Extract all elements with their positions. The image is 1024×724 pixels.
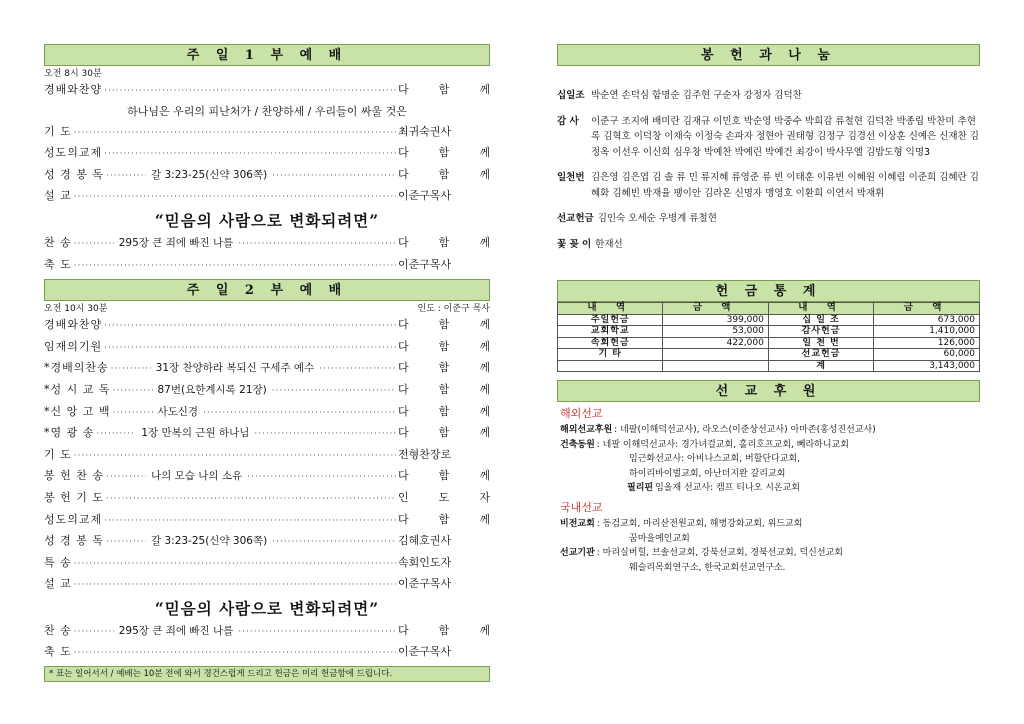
leader-dots xyxy=(74,644,396,664)
leader-dots xyxy=(74,124,396,144)
order-item-label: 찬 송 xyxy=(44,235,72,249)
finance-item: 십 일 조 xyxy=(768,314,873,326)
overseas-mission-list xyxy=(557,423,980,496)
mission-line-text: : 동검교회, 마리산전원교회, 해병강화교회, 위드교회 xyxy=(596,518,803,529)
domestic-mission-list xyxy=(557,517,980,575)
mission-line-text: : 마리실버힐, 브솔선교회, 강북선교회, 경북선교회, 덕신선교회 xyxy=(596,548,843,559)
finance-table-header xyxy=(558,303,980,315)
finance-column-header: 금 액 xyxy=(874,303,980,315)
offering-column xyxy=(557,44,980,575)
order-item-person: 김혜호권사 xyxy=(398,534,452,548)
finance-item: 교회학교 xyxy=(558,326,663,338)
order-item-detail: 87번(요한계시록 21장) xyxy=(157,383,267,396)
finance-column-header: 내 역 xyxy=(768,303,873,315)
order-item xyxy=(44,402,490,424)
order-item xyxy=(44,488,490,510)
order-item xyxy=(44,80,490,102)
table-row xyxy=(558,360,980,372)
table-row xyxy=(558,337,980,349)
leader-dots xyxy=(111,360,151,380)
leader-dots xyxy=(203,404,396,424)
offering-group xyxy=(557,211,980,227)
order-item-person: 최귀숙권사 xyxy=(398,124,452,138)
order-item-label: 설 교 xyxy=(44,189,72,203)
order-item-label: 찬 송 xyxy=(44,623,72,637)
service1-order-list-a xyxy=(44,80,490,102)
order-item-label: 성 경 봉 독 xyxy=(44,534,104,548)
order-item-label: *신 앙 고 백 xyxy=(44,404,111,418)
service1-praise-songs: 하나님은 우리의 피난처가 / 찬양하세 / 우리들이 싸울 것은 xyxy=(127,104,407,118)
offering-group-label: 감 사 xyxy=(557,115,579,127)
offering-group xyxy=(557,237,980,253)
order-item xyxy=(44,358,490,380)
leader-dots xyxy=(106,167,146,187)
worship-notice: * 표는 일어서서 / 예배는 10분 전에 와서 경건스럽게 드리고 헌금은 미리 헌금함에 드립니다. xyxy=(44,666,490,682)
order-item-person: 다 함 께 xyxy=(398,167,490,181)
mission-line-label: 비전교회 xyxy=(560,518,595,529)
order-item xyxy=(44,423,490,445)
order-item-person: 다 함 께 xyxy=(398,235,490,249)
finance-item: 속회헌금 xyxy=(558,337,663,349)
mission-line xyxy=(557,481,980,496)
mission-line-label: 건축동원 xyxy=(560,439,595,450)
offering-group-names: 김인숙 오세순 우병계 류철현 xyxy=(597,213,717,224)
order-item-person: 다 함 께 xyxy=(398,404,490,418)
finance-amount: 60,000 xyxy=(874,349,980,361)
order-item xyxy=(44,642,490,664)
leader-dots xyxy=(74,623,114,643)
order-item-person: 전형찬장로 xyxy=(398,447,452,461)
mission-line-text: 하이리바이벌교회, 아난더지완 갈리교회 xyxy=(629,468,786,479)
order-item-detail: 갈 3:23-25(신약 306쪽) xyxy=(151,168,268,181)
finance-header: 헌 금 통 계 xyxy=(557,280,980,302)
finance-amount xyxy=(663,349,768,361)
finance-amount: 53,000 xyxy=(663,326,768,338)
mission-line xyxy=(557,423,980,438)
order-item xyxy=(44,122,490,144)
offering-group xyxy=(557,88,980,104)
order-item xyxy=(44,466,490,488)
finance-table xyxy=(557,302,980,372)
order-item-person: 다 함 께 xyxy=(398,623,490,637)
service2-leader: 인도 : 이준구 목사 xyxy=(417,304,490,315)
finance-column-header: 내 역 xyxy=(558,303,663,315)
finance-column-header: 금 액 xyxy=(663,303,768,315)
order-item-label: 봉 헌 찬 송 xyxy=(44,469,104,483)
order-item-detail: 나의 모습 나의 소유 xyxy=(151,470,243,483)
leader-dots xyxy=(106,468,146,488)
order-item xyxy=(44,233,490,255)
leader-dots xyxy=(238,235,396,255)
finance-amount: 399,000 xyxy=(663,314,768,326)
order-item-person: 다 함 께 xyxy=(398,361,490,375)
offering-givers xyxy=(557,88,980,252)
service2-order-list-b xyxy=(44,621,490,664)
service1-order-list-b xyxy=(44,122,490,208)
offering-group xyxy=(557,114,980,161)
leader-dots xyxy=(238,623,396,643)
finance-item xyxy=(558,360,663,372)
mission-line xyxy=(557,561,980,576)
order-item-label: 임재의기원 xyxy=(44,339,103,353)
order-item-person: 다 함 께 xyxy=(398,318,490,332)
order-item-label: 경배와찬양 xyxy=(44,318,103,332)
leader-dots xyxy=(247,468,396,488)
worship-order-column xyxy=(44,44,490,682)
order-item xyxy=(44,186,490,208)
order-item-detail: 295장 큰 죄에 빠진 나를 xyxy=(118,236,234,249)
service1-header: 주 일 1 부 예 배 xyxy=(44,44,490,66)
leader-dots xyxy=(319,360,396,380)
offering-group-label: 십일조 xyxy=(557,90,585,101)
leader-dots xyxy=(106,490,396,510)
finance-item: 감사헌금 xyxy=(768,326,873,338)
order-item xyxy=(44,553,490,575)
order-item-person: 다 함 께 xyxy=(398,339,490,353)
service2-order-list-a xyxy=(44,315,490,596)
finance-item: 기 타 xyxy=(558,349,663,361)
mission-line xyxy=(557,452,980,467)
leader-dots xyxy=(113,382,153,402)
finance-amount: 422,000 xyxy=(663,337,768,349)
order-item-label: 성도의교제 xyxy=(44,512,103,526)
finance-amount xyxy=(663,360,768,372)
order-item-person: 다 함 께 xyxy=(398,469,490,483)
service2-header: 주 일 2 부 예 배 xyxy=(44,279,490,301)
finance-amount: 3,143,000 xyxy=(874,360,980,372)
offering-group-names: 이준구 조지애 배미란 김재규 이민호 박순영 박중수 박희감 류철현 김덕찬 박종립 박찬미 추현록 김혁호 이덕창 이채숙 이정숙 손파자 정현아 권태형 김정구 김경선 이상훈 신예은 신재찬 김정옥 이선우 이신희 심우창 박예찬 박예린 박예건 최강이 박사무엘 김밥도형 익명3 xyxy=(591,115,979,158)
table-row xyxy=(558,314,980,326)
mission-line xyxy=(557,517,980,532)
order-item xyxy=(44,255,490,277)
order-item-person: 다 함 께 xyxy=(398,426,490,440)
mission-line-text: : 네팔 이해덕선교사: 경가녀걸교회, 홀리호프교회, 뻬라하니교회 xyxy=(596,439,849,450)
leader-dots xyxy=(96,425,136,445)
mission-line-label: 필리핀 xyxy=(627,483,654,494)
order-item-label: *영 광 송 xyxy=(44,426,95,440)
order-item xyxy=(44,165,490,187)
order-item-label: 축 도 xyxy=(44,645,72,659)
order-item xyxy=(44,143,490,165)
offering-group-names: 한재선 xyxy=(595,238,623,250)
mission-line-text: 웨슬리목회연구소, 한국교회선교연구소. xyxy=(629,562,786,573)
order-item xyxy=(44,315,490,337)
mission-line-text: 임근화선교사: 아비나스교회, 버할단다교회, xyxy=(629,454,800,465)
order-item-person: 이준구목사 xyxy=(398,577,452,591)
order-item xyxy=(44,574,490,596)
order-item xyxy=(44,510,490,532)
leader-dots xyxy=(272,533,396,553)
mission-line xyxy=(557,467,980,482)
offering-group-names: 박순연 손덕심 함명순 김주현 구순자 강정자 김덕찬 xyxy=(591,90,802,101)
service2-time: 오전 10시 30분 xyxy=(44,304,108,315)
overseas-mission-title: 해외선교 xyxy=(560,407,603,420)
service1-sermon-title: “믿음의 사람으로 변화되려면” xyxy=(154,210,380,230)
order-item xyxy=(44,531,490,553)
order-item-person: 이준구목사 xyxy=(398,189,452,203)
table-row xyxy=(558,349,980,361)
order-item xyxy=(44,337,490,359)
finance-item: 계 xyxy=(768,360,873,372)
order-item-person: 인 도 자 xyxy=(398,490,490,504)
order-item-person: 다 함 께 xyxy=(398,83,490,96)
leader-dots xyxy=(254,425,396,445)
offering-group xyxy=(557,170,980,201)
order-item-label: 봉 헌 기 도 xyxy=(44,490,104,504)
mission-header: 선 교 후 원 xyxy=(557,380,980,402)
order-item-label: 설 교 xyxy=(44,577,72,591)
finance-amount: 1,410,000 xyxy=(874,326,980,338)
offering-group-label: 꽃 꽂 이 xyxy=(557,238,592,250)
offering-group-label: 일천번 xyxy=(557,172,585,183)
mission-line-text: 꿈마을예인교회 xyxy=(629,533,690,544)
leader-dots xyxy=(104,317,396,337)
order-item-person: 이준구목사 xyxy=(398,257,452,271)
leader-dots xyxy=(104,145,396,165)
order-item-label: 기 도 xyxy=(44,447,72,461)
leader-dots xyxy=(74,576,396,596)
order-item-person: 이준구목사 xyxy=(398,645,452,659)
leader-dots xyxy=(74,188,396,208)
order-item-person: 속회인도자 xyxy=(398,555,452,569)
order-item-label: 성 경 봉 독 xyxy=(44,167,104,181)
mission-line xyxy=(557,532,980,547)
offering-group-names: 김은영 김은엽 김 솔 류 민 류지혜 류영준 류 빈 이태훈 이유빈 이혜원 이혜림 이준희 김혜란 김혜화 김혜빈 박재율 팽이안 김라온 신명자 맹영호 이환희 이연서 박재휘 xyxy=(591,172,979,199)
finance-item: 일 천 번 xyxy=(768,337,873,349)
order-item xyxy=(44,621,490,643)
leader-dots xyxy=(74,235,114,255)
leader-dots xyxy=(104,512,396,532)
table-row xyxy=(558,326,980,338)
leader-dots xyxy=(74,257,396,277)
leader-dots xyxy=(272,167,396,187)
order-item-detail: 사도신경 xyxy=(157,405,199,418)
order-item-detail: 갈 3:23-25(신약 306쪽) xyxy=(151,535,268,548)
order-item-detail: 31장 찬양하라 복되신 구세주 예수 xyxy=(155,362,315,375)
offering-group-label: 선교헌금 xyxy=(557,213,594,224)
order-item-person: 다 함 께 xyxy=(398,146,490,160)
order-item-person: 다 함 께 xyxy=(398,382,490,396)
order-item-label: 특 송 xyxy=(44,555,72,569)
leader-dots xyxy=(104,82,396,102)
leader-dots xyxy=(106,533,146,553)
order-item-detail: 295장 큰 죄에 빠진 나를 xyxy=(118,624,234,637)
order-item xyxy=(44,380,490,402)
mission-line-label: 해외선교후원 xyxy=(560,425,613,435)
leader-dots xyxy=(74,447,396,467)
offering-header: 봉 헌 과 나 눔 xyxy=(557,44,980,66)
order-item-label: *경배의찬송 xyxy=(44,361,109,375)
order-item-label: 기 도 xyxy=(44,124,72,138)
order-item xyxy=(44,445,490,467)
order-item-label: 축 도 xyxy=(44,257,72,271)
mission-line xyxy=(557,438,980,453)
service1-time: 오전 8시 30분 xyxy=(44,69,102,79)
finance-amount: 673,000 xyxy=(874,314,980,326)
order-item-label: *성 시 교 독 xyxy=(44,382,111,396)
order-item-person: 다 함 께 xyxy=(398,512,490,526)
finance-item: 주일헌금 xyxy=(558,314,663,326)
leader-dots xyxy=(104,339,396,359)
leader-dots xyxy=(272,382,396,402)
mission-line-text: : 네팔(이해덕선교사), 라오스(이준상선교사) 아마존(홍성진선교사) xyxy=(614,425,876,435)
service1-order-list-c xyxy=(44,233,490,276)
mission-line xyxy=(557,546,980,561)
mission-line-text: 임올재 선교사: 캠프 티나오 시온교회 xyxy=(655,483,800,494)
order-item-label: 성도의교제 xyxy=(44,146,103,160)
order-item-detail: 1장 만복의 근원 하나님 xyxy=(141,427,250,440)
domestic-mission-title: 국내선교 xyxy=(560,500,603,514)
leader-dots xyxy=(113,404,153,424)
mission-line-label: 선교기관 xyxy=(560,548,595,559)
service2-sermon-title: “믿음의 사람으로 변화되려면” xyxy=(154,598,380,618)
finance-item: 선교헌금 xyxy=(768,349,873,361)
order-item-label: 경배와찬양 xyxy=(44,83,103,96)
leader-dots xyxy=(74,555,396,575)
finance-amount: 126,000 xyxy=(874,337,980,349)
